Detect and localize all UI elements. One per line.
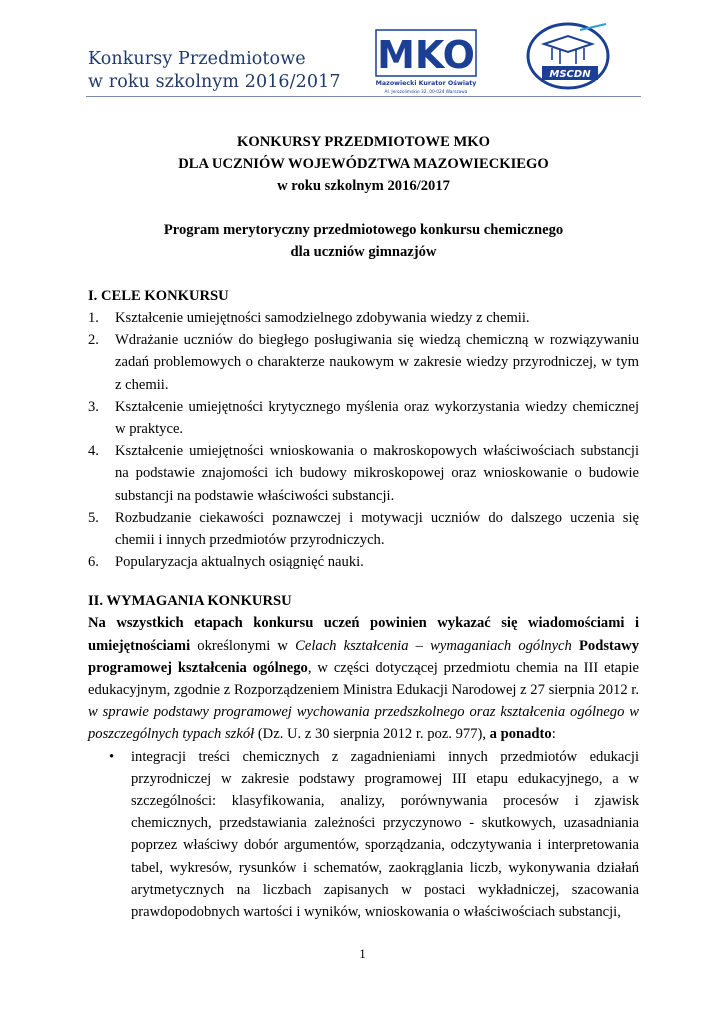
header-title <box>88 48 341 94</box>
bullet-text: integracji treści chemicznych z zagadnieniami innych przedmiotów edukacji przyrodniczej w zakresie podstawy programowej III etapu edukacyjnego, a w szczególności: klasyfikowania, analizy, porównywania procesów i zjawisk chemicznych, przedstawiania zależności przyczynowo - skutkowych, uzasadniania poprzez właściwy dobór argumentów, sporządzania, odczytywania i interpretowania tabel, wykresów, rysunków i schematów, zaokrąglania liczb, wykonywania działań arytmetycznych na liczbach zapisanych w postaci wykładniczej, szacowania prawdopodobnych wartości i wyników, wnioskowania o właściwościach substancji, <box>131 748 639 921</box>
list-item-text: Kształcenie umiejętności krytycznego myślenia oraz wykorzystania wiedzy chemicznej w praktyce. <box>115 398 639 438</box>
section2-heading: II. WYMAGANIA KONKURSU <box>88 593 292 610</box>
section1-list <box>88 307 639 573</box>
para-bold-1: Na wszystkich etapach konkursu uczeń powinien wykazać się wiadomościami i umiejętnościami <box>88 615 639 654</box>
list-item <box>88 440 639 507</box>
document-title <box>88 131 639 197</box>
mscdn-logo <box>522 20 614 96</box>
header-title-line2: w roku szkolnym 2016/2017 <box>88 72 341 92</box>
section2-paragraph <box>88 612 639 745</box>
section2-bullets <box>88 746 639 924</box>
bullet-icon: • <box>109 748 115 765</box>
section1-heading: I. CELE KONKURSU <box>88 288 229 304</box>
para-bold-3: a ponadto <box>489 726 552 743</box>
list-item <box>88 551 639 573</box>
list-item-number: 2. <box>88 332 99 349</box>
list-item-text: Kształcenie umiejętności wnioskowania o makroskopowych właściwościach substancji na podstawie znajomości ich budowy mikroskopowej oraz wnioskowanie o budowie substancji na podstawie właściwości substancji. <box>115 443 639 504</box>
mscdn-logo-text: MSCDN <box>549 69 591 80</box>
mko-logo-caption2: Al. Jerozolimskie 32, 00-024 Warszawa <box>384 90 468 95</box>
para-text-3: , w części dotyczącej przedmiotu chemia na III etapie edukacyjnym, zgodnie z Rozporządzeniem Ministra Edukacji Narodowej z 27 sierpnia 2012 r. <box>88 659 639 699</box>
list-item-number: 4. <box>88 443 99 460</box>
page-number: 1 <box>359 946 366 961</box>
header-divider <box>86 96 641 97</box>
list-item-number: 5. <box>88 509 99 526</box>
mko-logo <box>372 28 480 96</box>
list-item <box>88 307 639 329</box>
para-text-2 <box>572 638 579 654</box>
title-line1: KONKURSY PRZEDMIOTOWE MKO <box>237 134 490 150</box>
title-line2: DLA UCZNIÓW WOJEWÓDZTWA MAZOWIECKIEGO <box>178 156 549 172</box>
list-item <box>88 329 639 396</box>
list-item <box>88 507 639 551</box>
bullet-item <box>88 746 639 924</box>
list-item-text: Rozbudzanie ciekawości poznawczej i motywacji uczniów do dalszego uczenia się chemii i innych przedmiotów przyrodniczych. <box>115 509 639 549</box>
para-text-4: (Dz. U. z 30 sierpnia 2012 r. poz. 977), <box>254 726 490 743</box>
mko-logo-text: MKO <box>377 33 475 77</box>
header-title-line1: Konkursy Przedmiotowe <box>88 49 306 69</box>
title-line3: w roku szkolnym 2016/2017 <box>277 178 450 194</box>
para-text-1: określonymi w <box>190 637 296 654</box>
list-item-text: Popularyzacja aktualnych osiągnięć nauki. <box>115 554 364 571</box>
list-item-text: Kształcenie umiejętności samodzielnego zdobywania wiedzy z chemii. <box>115 310 530 326</box>
para-bold-2: Podstawy programowej kształcenia ogólnego <box>88 637 639 676</box>
mko-logo-caption1: Mazowiecki Kurator Oświaty <box>375 80 477 87</box>
para-italic-2: w sprawie podstawy programowej wychowania przedszkolnego oraz kształcenia ogólnego w poszczególnych typach szkół <box>88 704 639 743</box>
para-text-5: : <box>551 726 556 743</box>
document-subtitle <box>88 219 639 263</box>
list-item <box>88 396 639 440</box>
list-item-number: 6. <box>88 554 99 571</box>
list-item-number: 3. <box>88 398 99 415</box>
subtitle-line1: Program merytoryczny przedmiotowego konkursu chemicznego <box>163 222 564 238</box>
subtitle-line2: dla uczniów gimnazjów <box>290 244 437 260</box>
list-item-number: 1. <box>88 310 99 326</box>
document-body <box>88 131 639 923</box>
para-italic-1: Celach kształcenia – wymaganiach ogólnych <box>295 637 572 654</box>
list-item-text: Wdrażanie uczniów do biegłego posługiwania się wiedzą chemiczną w rozwiązywaniu zadań problemowych o charakterze naukowym w zakresie wiedzy przyrodniczej, w tym z chemii. <box>115 332 639 393</box>
